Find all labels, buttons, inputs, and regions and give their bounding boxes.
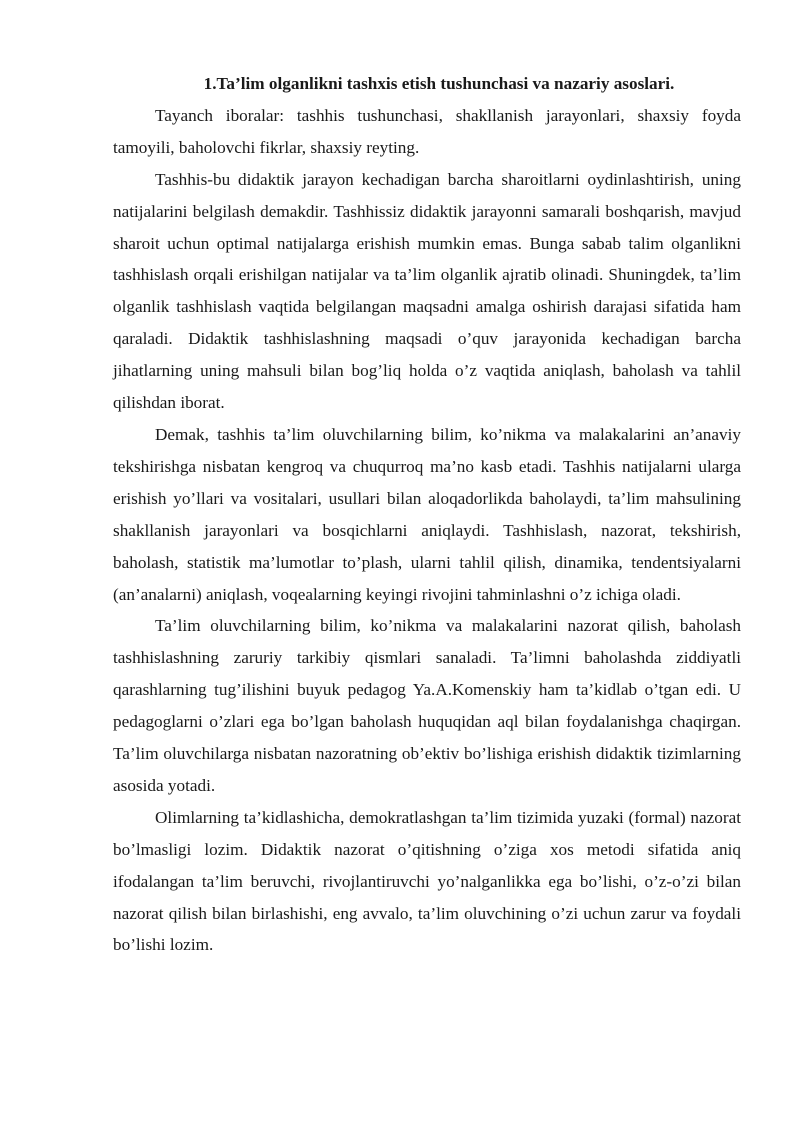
paragraph-assessment: Ta’lim oluvchilarning bilim, ko’nikma va malakalarini nazorat qilish, baholash tashhislashning zaruriy tarkibiy qismlari sanaladi. Ta’limni baholashda ziddiyatli qarashlarning tug’ilishini buyuk pedagog Ya.A.Komenskiy ham ta’kidlab o’tgan edi. U pedagoglarni o’zlari ega bo’lgan baholash huquqidan aql bilan foydalanishga chaqirgan. Ta’lim oluvchilarga nisbatan nazoratning ob’ektiv bo’lishiga erishish didaktik tizimlarning asosida yotadi. xyxy=(113,616,741,795)
section-title: 1.Ta’lim olganlikni tashxis etish tushunchasi va nazariy asoslari. xyxy=(203,74,675,93)
paragraph-control: Olimlarning ta’kidlashicha, demokratlashgan ta’lim tizimida yuzaki (formal) nazorat bo’lmasligi lozim. Didaktik nazorat o’qitishning o’ziga xos metodi sifatida aniq ifodalangan ta’lim beruvchi, rivojlantiruvchi yo’nalganlikka ega bo’lishi, o’z-o’zi bilan nazorat qilish bilan birlashishi, eng avvalo, ta’lim oluvchining o’zi uchun zarur va foydali bo’lishi lozim. xyxy=(113,807,741,955)
paragraph-keywords: Tayanch iboralar: tashhis tushunchasi, shakllanish jarayonlari, shaxsiy foyda tamoyili, baholovchi fikrlar, shaxsiy reyting. xyxy=(113,105,741,157)
paragraph-scope: Demak, tashhis ta’lim oluvchilarning bilim, ko’nikma va malakalarini an’anaviy tekshirishga nisbatan kengroq va chuqurroq ma’no kasb etadi. Tashhis natijalarni ularga erishish yo’llari va vositalari, usullari bilan aloqadorlikda baholaydi, ta’lim mahsulining shakllanish jarayonlari va bosqichlarni aniqlaydi. Tashhislash, nazorat, tekshirish, baholash, statistik ma’lumotlar to’plash, ularni tahlil qilish, dinamika, tendentsiyalarni (an’analarni) aniqlash, voqealarning keyingi rivojini tahminlashni o’z ichiga oladi. xyxy=(113,424,741,604)
document-page xyxy=(113,68,741,961)
paragraph-definition: Tashhis-bu didaktik jarayon kechadigan barcha sharoitlarni oydinlashtirish, uning natijalarini belgilash demakdir. Tashhissiz didaktik jarayonni samarali boshqarish, mavjud sharoit uchun optimal natijalarga erishish mumkin emas. Bunga sabab talim olganlikni tashhislash orqali erishilgan natijalar va ta’lim olganlik ajratib olinadi. Shuningdek, ta’lim olganlik tashhislash vaqtida belgilangan maqsadni amalga oshirish darajasi sifatida ham qaraladi. Didaktik tashhislashning maqsadi o’quv jarayonida kechadigan barcha jihatlarning uning mahsuli bilan bog’liq holda o’z vaqtida aniqlash, baholash va tahlil qilishdan iborat. xyxy=(113,169,741,413)
